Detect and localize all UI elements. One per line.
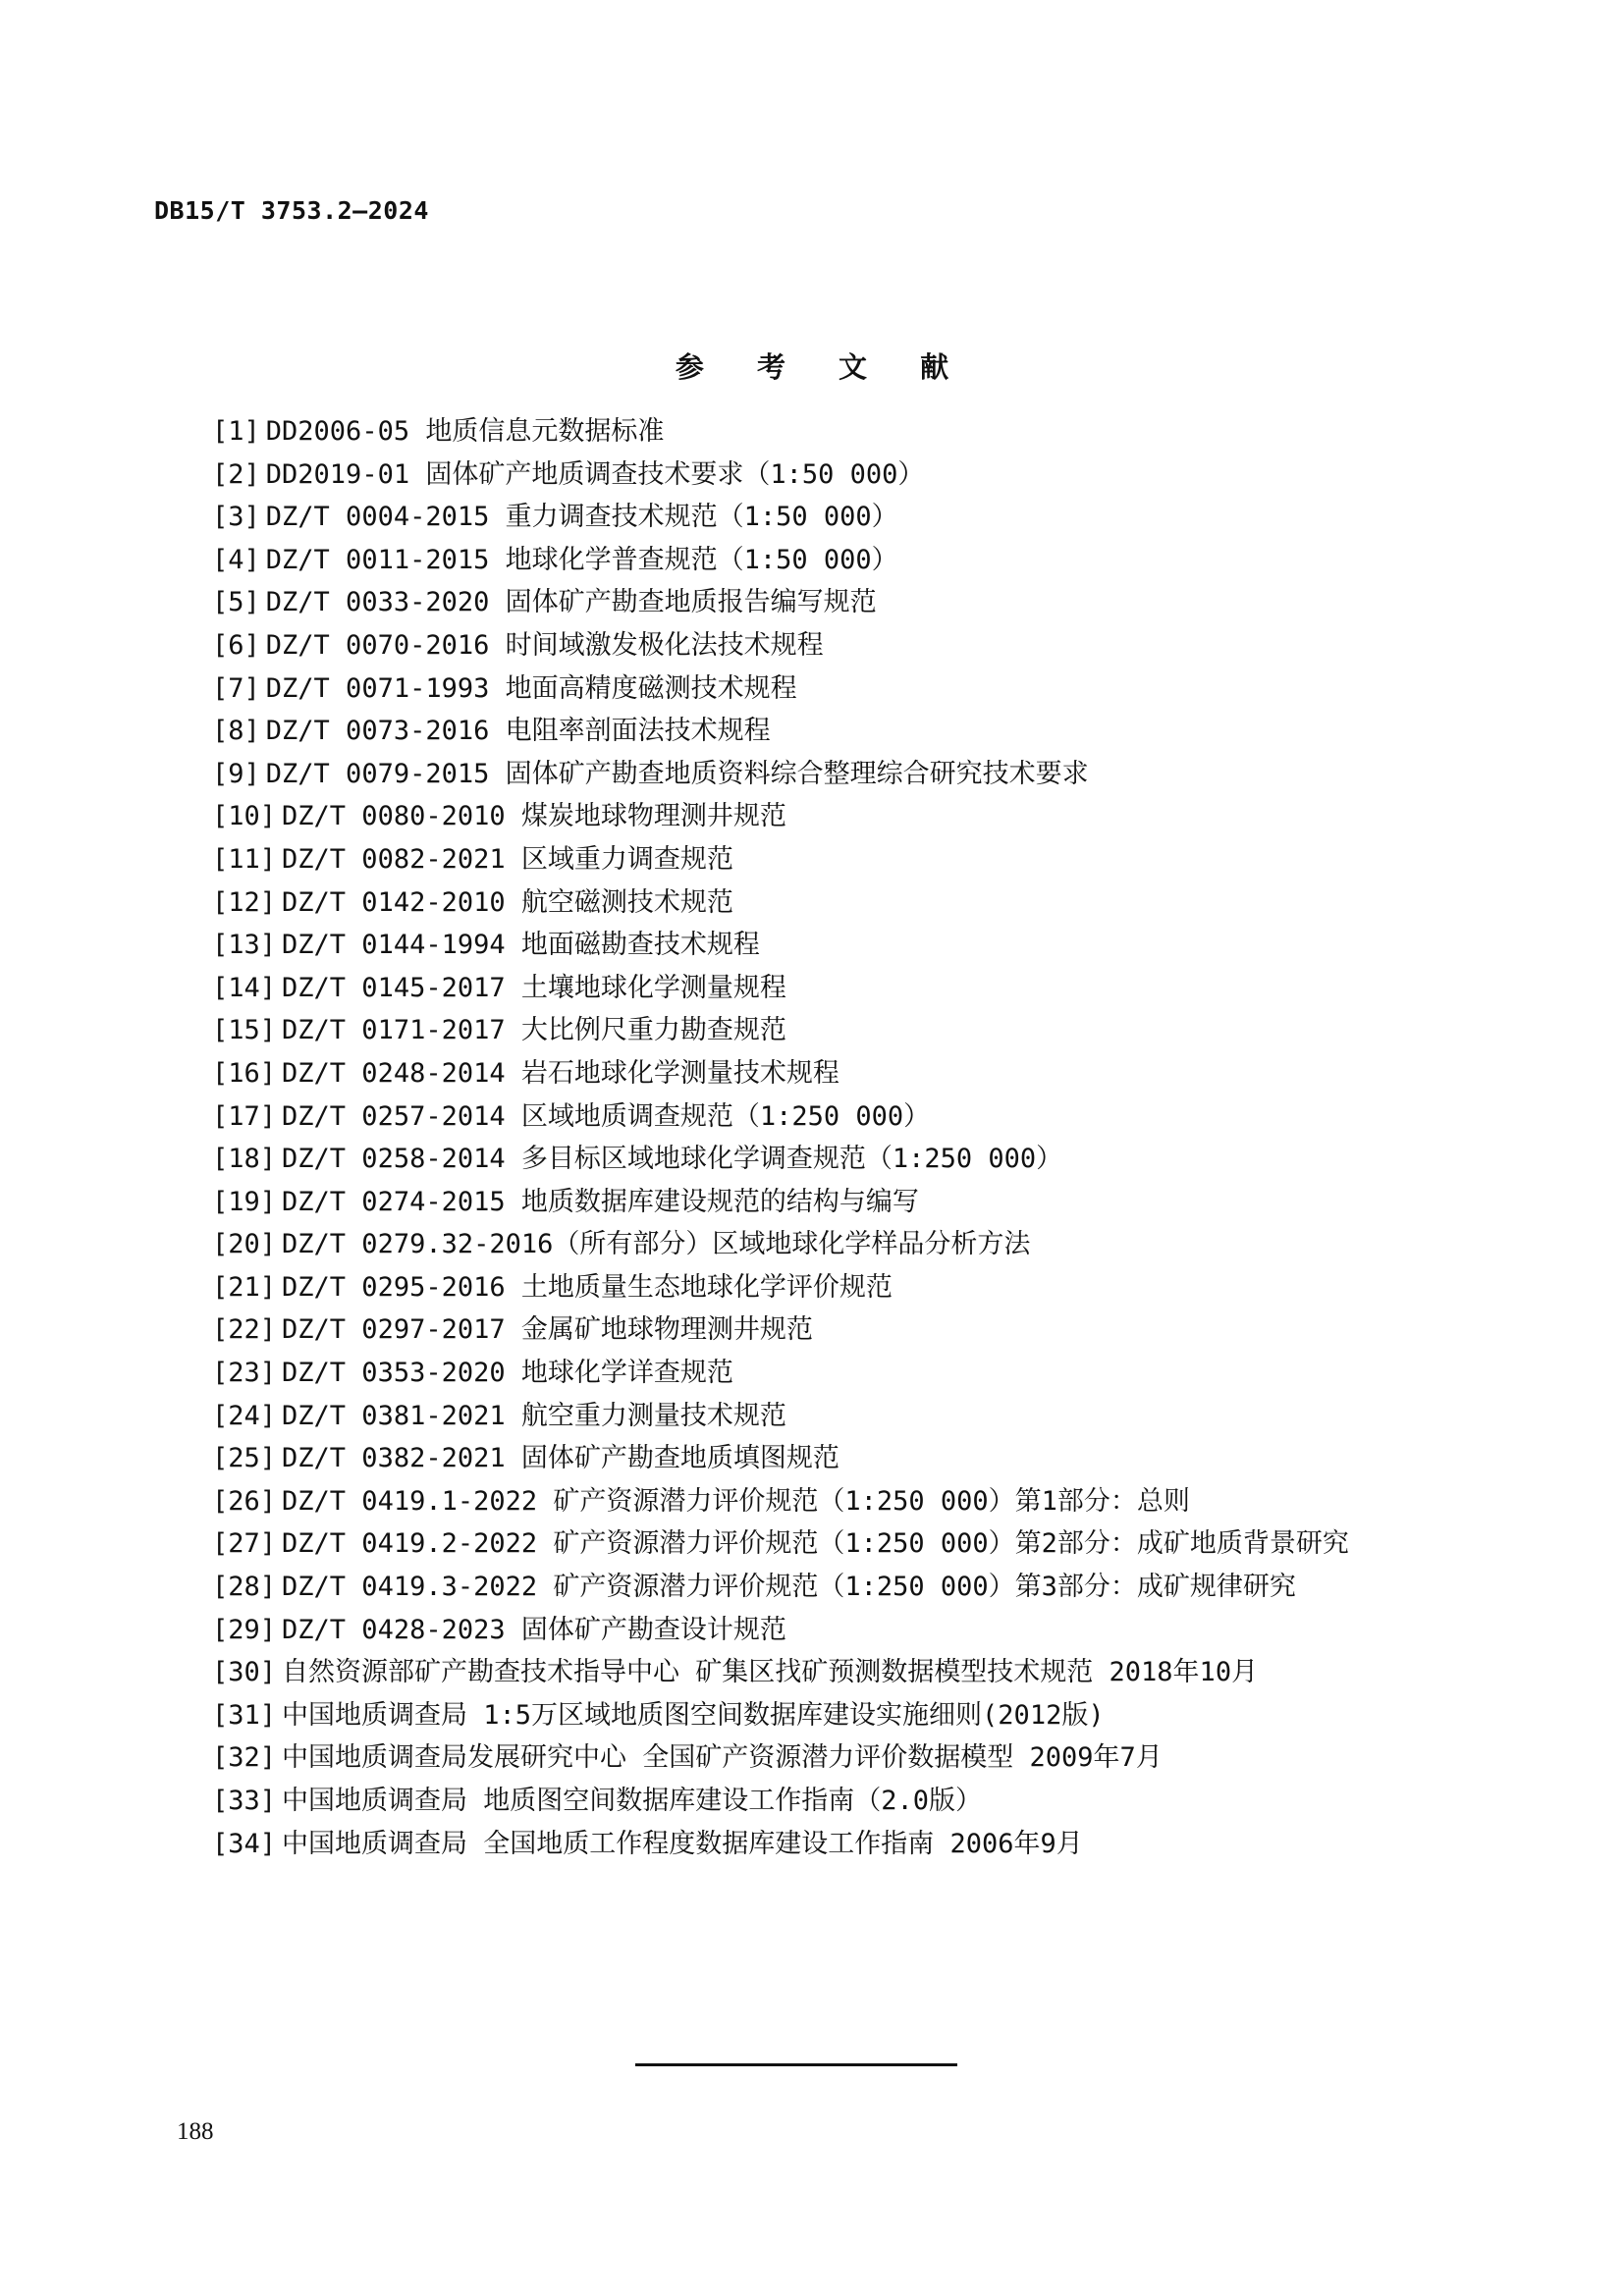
reference-text: DZ/T 0144-1994 地面磁勘查技术规程 — [282, 930, 760, 961]
reference-text: DZ/T 0353-2020 地球化学详查规范 — [282, 1358, 733, 1389]
reference-item — [212, 881, 1349, 925]
reference-number: [4] — [212, 544, 260, 575]
reference-number: [6] — [212, 629, 260, 661]
reference-number: [24] — [212, 1400, 277, 1431]
reference-text: DZ/T 0082-2021 区域重力调查规范 — [282, 843, 733, 875]
reference-text: 中国地质调查局 1:5万区域地质图空间数据库建设实施细则(2012版) — [282, 1699, 1105, 1731]
reference-item — [212, 710, 1349, 753]
reference-item — [212, 838, 1349, 881]
reference-text: DZ/T 0079-2015 固体矿产勘查地质资料综合整理综合研究技术要求 — [265, 758, 1089, 789]
reference-number: [8] — [212, 716, 260, 747]
reference-number: [14] — [212, 972, 277, 1003]
reference-number: [21] — [212, 1271, 277, 1303]
reference-item — [212, 1138, 1349, 1181]
reference-number: [13] — [212, 930, 277, 961]
reference-number: [29] — [212, 1614, 277, 1645]
reference-text: DZ/T 0033-2020 固体矿产勘查地质报告编写规范 — [265, 587, 877, 618]
reference-item — [212, 1223, 1349, 1266]
section-title: 参 考 文 献 — [675, 350, 971, 384]
reference-item — [212, 1609, 1349, 1652]
reference-text: DZ/T 0011-2015 地球化学普查规范（1:50 000） — [265, 544, 898, 575]
reference-number: [7] — [212, 672, 260, 704]
reference-number: [17] — [212, 1100, 277, 1132]
reference-number: [3] — [212, 502, 260, 533]
reference-item — [212, 1095, 1349, 1139]
reference-item — [212, 1052, 1349, 1095]
reference-text: DZ/T 0428-2023 固体矿产勘查设计规范 — [282, 1614, 786, 1645]
reference-item — [212, 924, 1349, 967]
reference-number: [28] — [212, 1572, 277, 1603]
reference-text: DZ/T 0142-2010 航空磁测技术规范 — [282, 886, 733, 918]
reference-item — [212, 454, 1349, 497]
reference-number: [1] — [212, 416, 260, 447]
reference-text: DZ/T 0171-2017 大比例尺重力勘查规范 — [282, 1015, 786, 1046]
reference-item — [212, 1308, 1349, 1352]
reference-number: [11] — [212, 843, 277, 875]
reference-text: DZ/T 0145-2017 土壤地球化学测量规程 — [282, 972, 786, 1003]
reference-text: DZ/T 0295-2016 土地质量生态地球化学评价规范 — [282, 1271, 893, 1303]
reference-text: DZ/T 0258-2014 多目标区域地球化学调查规范（1:250 000） — [282, 1144, 1063, 1175]
reference-text: DZ/T 0070-2016 时间域激发极化法技术规程 — [265, 629, 824, 661]
reference-number: [27] — [212, 1528, 277, 1560]
reference-text: DZ/T 0071-1993 地面高精度磁测技术规程 — [265, 672, 797, 704]
reference-item — [212, 410, 1349, 454]
reference-number: [30] — [212, 1657, 277, 1688]
page-number: 188 — [177, 2118, 214, 2145]
reference-text: DZ/T 0257-2014 区域地质调查规范（1:250 000） — [282, 1100, 931, 1132]
reference-number: [18] — [212, 1144, 277, 1175]
reference-item — [212, 967, 1349, 1010]
reference-item — [212, 1009, 1349, 1052]
reference-item — [212, 1480, 1349, 1523]
document-code: DB15/T 3753.2—2024 — [154, 196, 429, 225]
reference-text: DZ/T 0073-2016 电阻率剖面法技术规程 — [265, 716, 771, 747]
reference-text: DD2019-01 固体矿产地质调查技术要求（1:50 000） — [265, 458, 925, 490]
reference-number: [15] — [212, 1015, 277, 1046]
reference-text: DZ/T 0248-2014 岩石地球化学测量技术规程 — [282, 1057, 839, 1089]
reference-number: [34] — [212, 1828, 277, 1859]
reference-item — [212, 1651, 1349, 1694]
reference-item — [212, 795, 1349, 838]
reference-item — [212, 1694, 1349, 1737]
reference-text: DZ/T 0080-2010 煤炭地球物理测井规范 — [282, 801, 786, 832]
reference-item — [212, 1522, 1349, 1566]
reference-number: [32] — [212, 1742, 277, 1774]
reference-item — [212, 1823, 1349, 1866]
reference-number: [5] — [212, 587, 260, 618]
reference-text: 中国地质调查局 地质图空间数据库建设工作指南（2.0版） — [282, 1786, 983, 1816]
reference-item — [212, 539, 1349, 582]
reference-number: [25] — [212, 1443, 277, 1474]
reference-number: [23] — [212, 1358, 277, 1389]
reference-item — [212, 1181, 1349, 1224]
reference-text: DZ/T 0381-2021 航空重力测量技术规范 — [282, 1400, 786, 1431]
reference-number: [16] — [212, 1057, 277, 1089]
reference-item — [212, 496, 1349, 539]
reference-number: [31] — [212, 1699, 277, 1731]
reference-item — [212, 1566, 1349, 1609]
end-rule-divider — [635, 2063, 957, 2066]
reference-item — [212, 667, 1349, 711]
reference-item — [212, 1780, 1349, 1823]
reference-number: [19] — [212, 1186, 277, 1217]
reference-item — [212, 624, 1349, 667]
reference-item — [212, 1395, 1349, 1438]
reference-text: 中国地质调查局发展研究中心 全国矿产资源潜力评价数据模型 2009年7月 — [282, 1742, 1163, 1774]
reference-item — [212, 1352, 1349, 1395]
reference-number: [22] — [212, 1314, 277, 1346]
reference-number: [2] — [212, 458, 260, 490]
reference-text: DZ/T 0004-2015 重力调查技术规范（1:50 000） — [265, 502, 898, 533]
reference-text: DZ/T 0419.2-2022 矿产资源潜力评价规范（1:250 000）第2部分：成矿地质背景研究 — [282, 1528, 1349, 1560]
reference-text: DZ/T 0419.1-2022 矿产资源潜力评价规范（1:250 000）第1部分：总则 — [282, 1485, 1190, 1517]
reference-number: [12] — [212, 886, 277, 918]
reference-text: DZ/T 0382-2021 固体矿产勘查地质填图规范 — [282, 1443, 839, 1474]
reference-number: [20] — [212, 1229, 277, 1260]
reference-text: DZ/T 0279.32-2016（所有部分）区域地球化学样品分析方法 — [282, 1229, 1031, 1260]
reference-list — [212, 410, 1349, 1865]
reference-item — [212, 581, 1349, 624]
reference-number: [33] — [212, 1786, 277, 1816]
reference-number: [10] — [212, 801, 277, 832]
reference-text: DZ/T 0274-2015 地质数据库建设规范的结构与编写 — [282, 1186, 919, 1217]
reference-text: 自然资源部矿产勘查技术指导中心 矿集区找矿预测数据模型技术规范 2018年10月 — [282, 1657, 1259, 1688]
reference-item — [212, 753, 1349, 796]
reference-text: DZ/T 0297-2017 金属矿地球物理测井规范 — [282, 1314, 813, 1346]
reference-number: [26] — [212, 1485, 277, 1517]
reference-item — [212, 1266, 1349, 1309]
reference-text: DD2006-05 地质信息元数据标准 — [265, 416, 665, 447]
reference-number: [9] — [212, 758, 260, 789]
reference-item — [212, 1736, 1349, 1780]
reference-text: DZ/T 0419.3-2022 矿产资源潜力评价规范（1:250 000）第3部分：成矿规律研究 — [282, 1572, 1296, 1603]
reference-text: 中国地质调查局 全国地质工作程度数据库建设工作指南 2006年9月 — [282, 1828, 1083, 1859]
reference-item — [212, 1437, 1349, 1480]
